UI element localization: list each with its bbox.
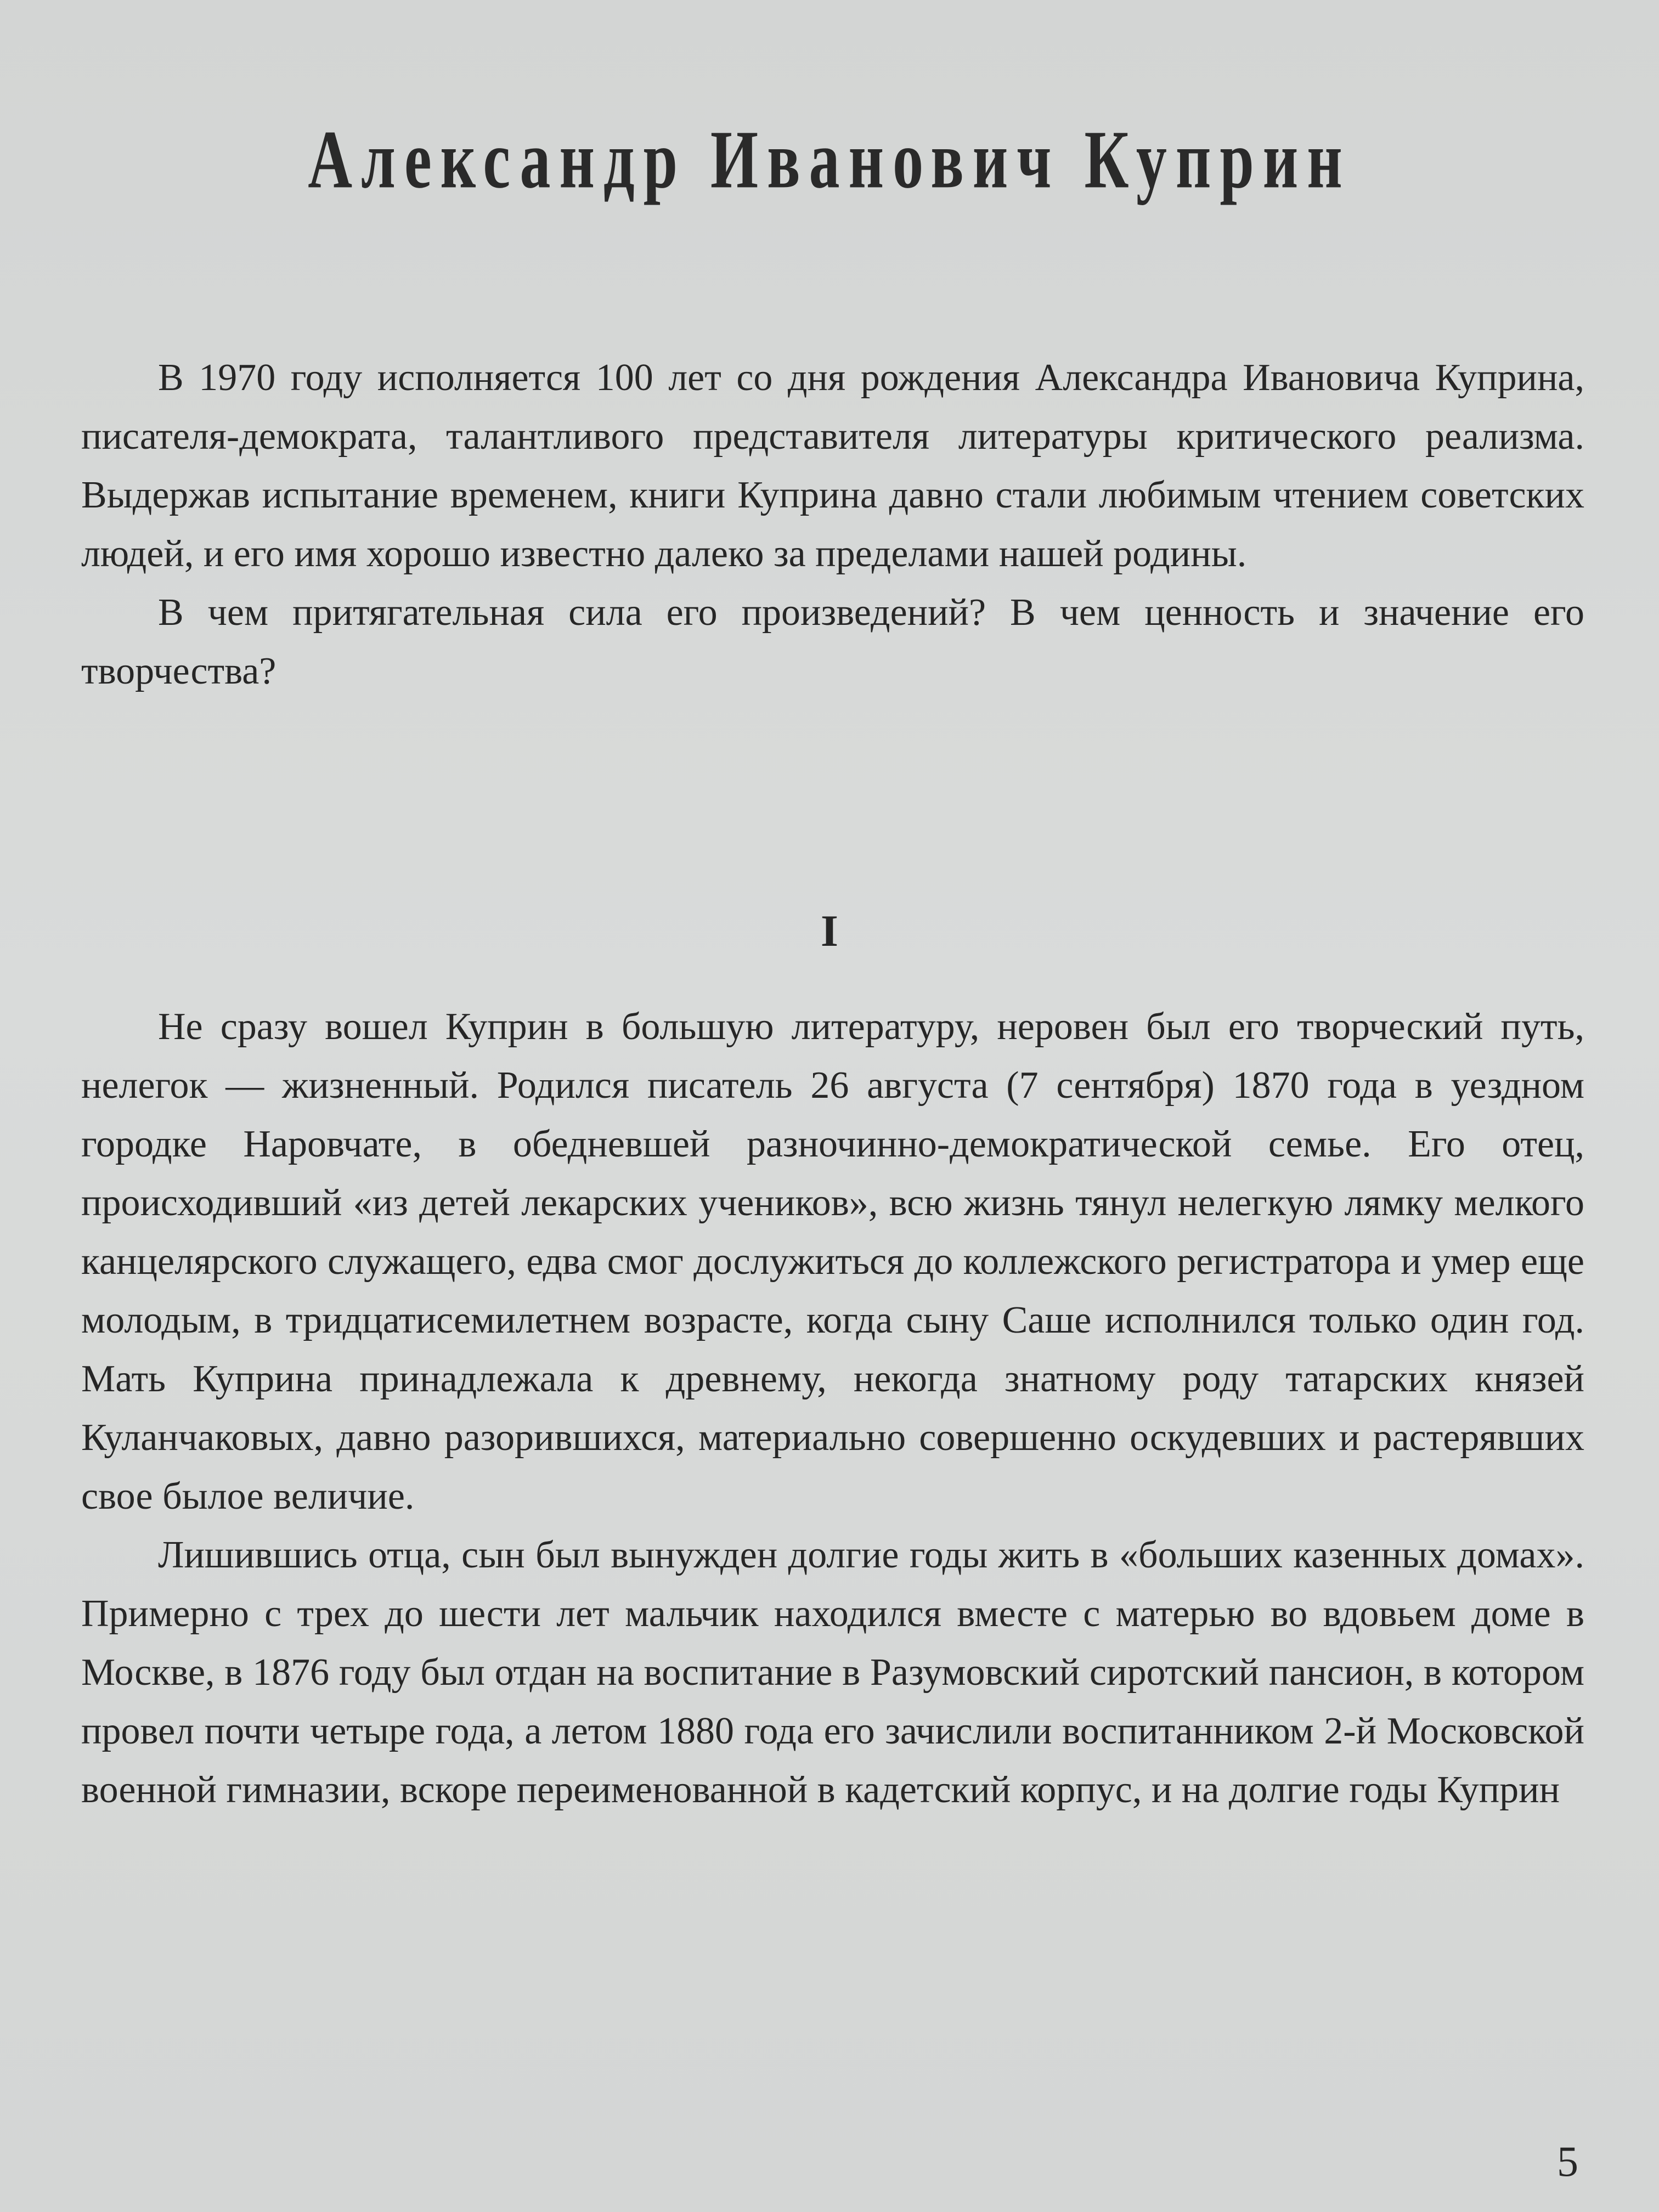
- intro-section: [81, 348, 1584, 701]
- page-title: Александр Иванович Куприн: [308, 114, 1351, 206]
- body-paragraph: Лишившись отца, сын был вынужден долгие годы жить в «больших казенных домах». Примерно с трех до шести лет мальчик находился вместе с матерью во вдовьем доме в Москве, в 1876 году был отдан на воспитание в Разумовский сиротский пансион, в котором провел почти четыре года, а летом 1880 года его зачислили воспитанником 2-й Московской военной гимназии, вскоре переименованной в кадетский корпус, и на долгие годы Куприн: [81, 1534, 1584, 1811]
- body-paragraph: Не сразу вошел Куприн в большую литературу, неровен был его творческий путь, нелегок — жизненный. Родился писатель 26 августа (7 сентября) 1870 года в уездном городке Наровчате, в обедневшей разночинно-демократической семье. Его отец, происходивший «из детей лекарских учеников», всю жизнь тянул нелегкую лямку мелкого канцелярского служащего, едва смог дослужиться до коллежского регистратора и умер еще молодым, в тридцатисемилетнем возрасте, когда сыну Саше исполнился только один год. Мать Куприна принадлежала к древнему, некогда знатному роду татарских князей Куланчаковых, давно разорившихся, материально совершенно оскудевших и растерявших свое былое величие.: [81, 1006, 1584, 1517]
- intro-paragraph: В 1970 году исполняется 100 лет со дня рождения Александра Ивановича Куприна, писателя-демократа, талантливого представителя литературы критического реализма. Выдержав испытание временем, книги Куприна давно стали любимым чтением советских людей, и его имя хорошо известно далеко за пределами нашей родины.: [81, 357, 1584, 575]
- intro-paragraph: В чем притягательная сила его произведений? В чем ценность и значение его творчества?: [81, 591, 1584, 692]
- section-number: I: [821, 906, 838, 956]
- page-number: 5: [1557, 2137, 1578, 2185]
- main-section: [81, 997, 1584, 1819]
